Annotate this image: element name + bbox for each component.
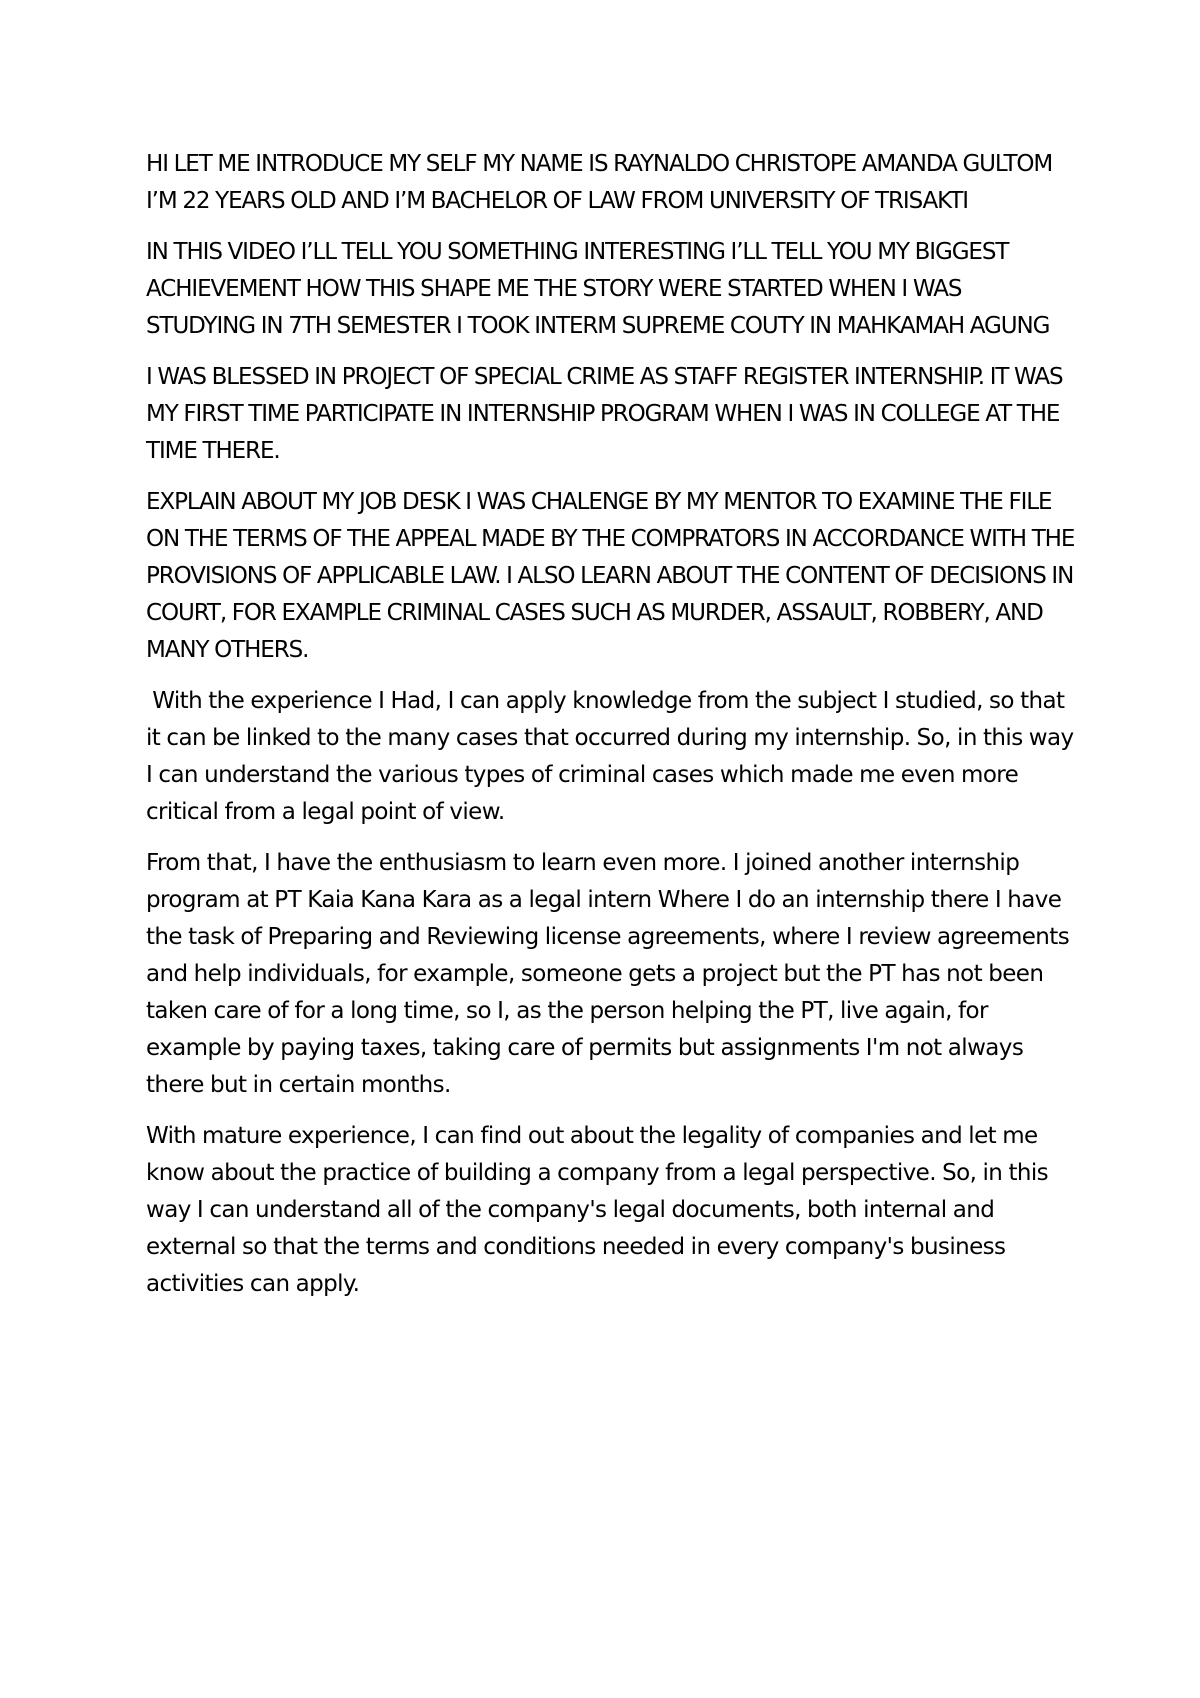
paragraph-job-desk: EXPLAIN ABOUT MY JOB DESK I WAS CHALENGE BY MY MENTOR TO EXAMINE THE FILE ON THE TERMS OF THE APPEAL MADE BY THE COMPRATORS IN ACCORDANCE WITH THE PROVISIONS OF APPLICABLE LAW. I ALSO LEARN ABOUT THE CONTENT OF DECISIONS IN COURT, FOR EXAMPLE CRIMINAL CASES SUCH AS MURDER, ASSAULT, ROBBERY, AND MANY OTHERS. — [146, 489, 1075, 663]
paragraph-second-internship: From that, I have the enthusiasm to learn even more. I joined another internship program at PT Kaia Kana Kara as a legal intern Where I do an internship there I have the task of Preparing and Reviewing license agreements, where I review agreements and help individuals, for example, someone gets a project but the PT has not been taken care of for a long time, so I, as the person helping the PT, live again, for example by paying taxes, taking care of permits but assignments I'm not always there but in certain months. — [146, 850, 1070, 1098]
paragraph-internship-project: I WAS BLESSED IN PROJECT OF SPECIAL CRIME AS STAFF REGISTER INTERNSHIP. IT WAS MY FIRST TIME PARTICIPATE IN INTERNSHIP PROGRAM WHEN I WAS IN COLLEGE AT THE TIME THERE. — [146, 364, 1063, 464]
paragraph-achievement: IN THIS VIDEO I’LL TELL YOU SOMETHING INTERESTING I’LL TELL YOU MY BIGGEST ACHIEVEMENT HOW THIS SHAPE ME THE STORY WERE STARTED WHEN I WAS STUDYING IN 7TH SEMESTER I TOOK INTERM SUPREME COUTY IN MAHKAMAH AGUNG — [146, 239, 1050, 339]
paragraph-introduction: HI LET ME INTRODUCE MY SELF MY NAME IS RAYNALDO CHRISTOPE AMANDA GULTOM I’M 22 YEARS OLD AND I’M BACHELOR OF LAW FROM UNIVERSITY OF TRISAKTI — [146, 151, 1053, 214]
paragraph-mature-experience: With mature experience, I can find out about the legality of companies and let me know about the practice of building a company from a legal perspective. So, in this way I can understand all of the company's legal documents, both internal and external so that the terms and conditions needed in every company's business activities can apply. — [146, 1123, 1049, 1297]
paragraph-experience: With the experience I Had, I can apply knowledge from the subject I studied, so that it can be linked to the many cases that occurred during my internship. So, in this way I can understand the various types of criminal cases which made me even more critical from a legal point of view. — [146, 688, 1080, 825]
document-body — [146, 146, 1080, 1317]
